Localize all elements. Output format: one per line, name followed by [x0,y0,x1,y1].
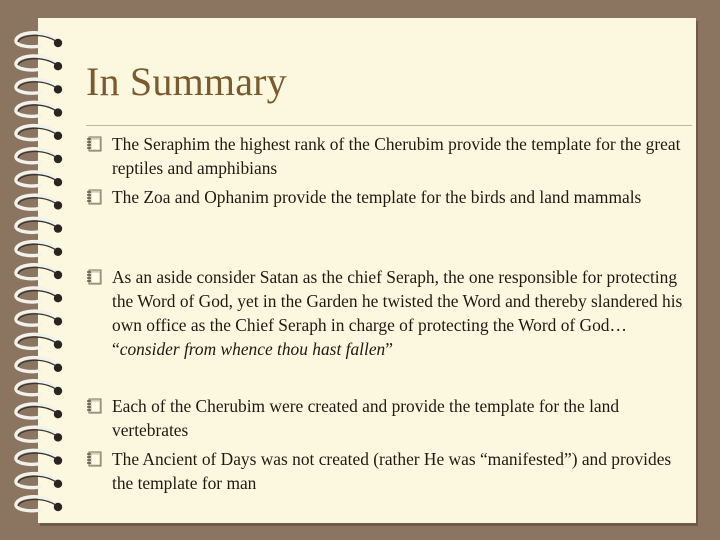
binding-ring [16,172,62,186]
page-title: In Summary [86,59,287,104]
binding-ring [16,450,62,464]
binding-ring [16,265,62,279]
binding-ring [16,79,62,93]
binding-ring [16,149,62,163]
quote-italic: consider from whence thou hast fallen [119,339,386,359]
notebook-icon [86,269,104,286]
binding-ring [16,404,62,418]
binding-ring [16,497,62,511]
bullet-text: As an aside consider Satan as the chief Seraph, the one responsible for protecting the Word of God, yet in the Garden he twisted the Word and thereby slandered his own office as the Chief Seraph in charge of protecting the Word of God… “consider from whence thou hast fallen” [112,267,683,359]
binding-ring [16,334,62,348]
bullet-item-2 [86,185,686,209]
spiral-binding [0,0,80,540]
notebook-icon [86,451,104,468]
binding-ring [16,126,62,140]
binding-ring [16,195,62,209]
binding-ring [16,33,62,47]
binding-ring [16,56,62,70]
bullet-text: The Ancient of Days was not created (rather He was “manifested”) and provides the template for man [112,449,672,493]
binding-ring [16,381,62,395]
bullet-item-4 [86,394,686,442]
binding-ring [16,358,62,372]
binding-ring [16,288,62,302]
bullet-item-1 [86,132,686,180]
bullet-text: The Zoa and Ophanim provide the template for the birds and land mammals [112,187,642,207]
bullet-text: The Seraphim the highest rank of the Cherubim provide the template for the great reptiles and amphibians [112,134,681,178]
bullet-item-5 [86,447,686,495]
binding-ring [16,102,62,116]
binding-ring [16,427,62,441]
binding-ring [16,311,62,325]
notebook-icon [86,189,104,206]
title-divider [86,125,692,126]
notebook-icon [86,136,104,153]
binding-ring [16,218,62,232]
bullet-item-3 [86,265,686,361]
binding-ring [16,474,62,488]
bullet-text: Each of the Cherubim were created and provide the template for the land vertebrates [112,396,620,440]
notebook-icon [86,398,104,415]
binding-ring [16,242,62,256]
